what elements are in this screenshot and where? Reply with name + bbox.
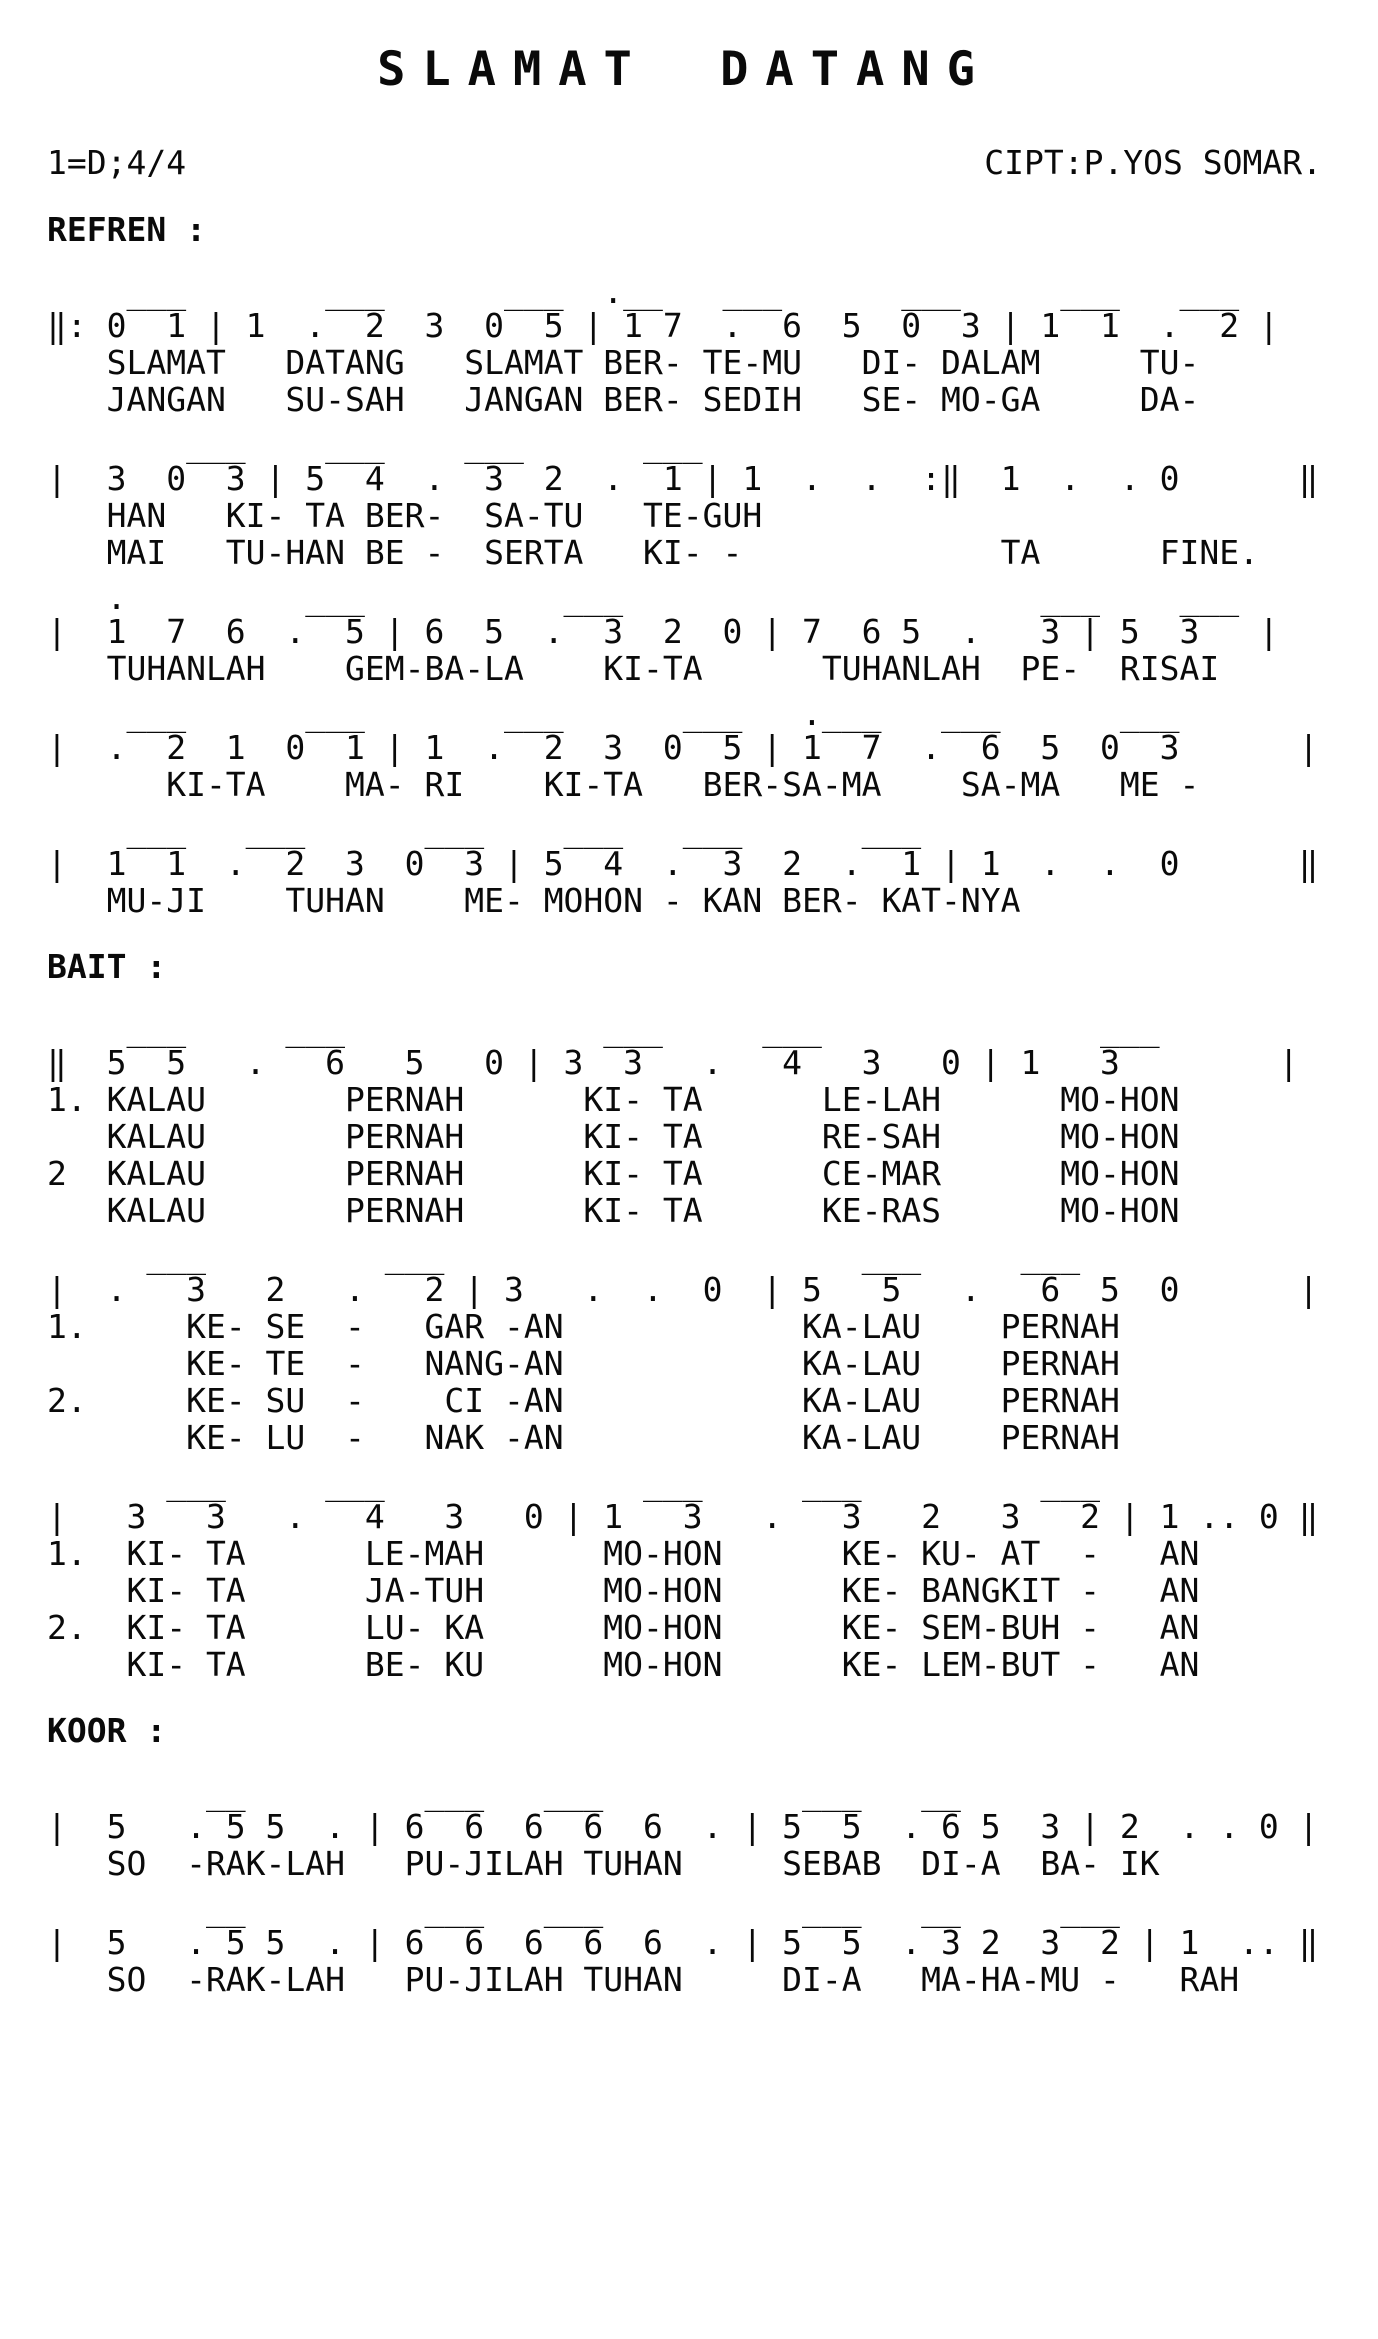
- notes-row: | 1 7 6 . 5 | 6 5 . 3 2 0 | 7 6 5 . 3 | 5 3 |: [47, 612, 1279, 651]
- notes-row: | 3 0 3 | 5 4 . 3 2 . 1 | 1 . . :‖ 1 . . 0 ‖: [47, 459, 1319, 498]
- overline-row: ___ ___ ___ ___: [47, 425, 703, 464]
- sheet-body: [47, 210, 1322, 1998]
- notation-system-refren-1: [47, 272, 1322, 419]
- notation-system-refren-3: [47, 578, 1322, 688]
- lyrics-row: SO -RAK-LAH PU-JILAH TUHAN SEBAB DI-A BA- IK: [47, 1844, 1160, 1883]
- lyrics-row: TUHANLAH GEM-BA-LA KI-TA TUHANLAH PE- RISAI: [47, 649, 1220, 688]
- lyrics-row: MU-JI TUHAN ME- MOHON - KAN BER- KAT-NYA: [47, 881, 1021, 920]
- lyrics-row: KI- TA JA-TUH MO-HON KE- BANGKIT - AN: [47, 1571, 1200, 1610]
- overline-row: ___ ___ ___ ___ .___ ___ ___: [47, 694, 1180, 733]
- meta-row: [47, 143, 1322, 182]
- section-heading-bait: BAIT :: [47, 947, 167, 986]
- overline-row: ___ ___ ___ ___: [47, 1236, 1081, 1275]
- lyrics-row: KI-TA MA- RI KI-TA BER-SA-MA SA-MA ME -: [47, 765, 1200, 804]
- overline-row: ___ ___ ___ ___ ___: [47, 1009, 1160, 1048]
- notation-system-refren-4: [47, 694, 1322, 804]
- overline-row: __ ___ ___ ___ __ ___: [47, 1889, 1120, 1928]
- notes-row: ‖: 0 1 | 1 . 2 3 0 5 | 1 7 . 6 5 0 3 | 1 1 . 2 |: [47, 306, 1279, 345]
- notes-row: | 1 1 . 2 3 0 3 | 5 4 . 3 2 . 1 | 1 . . 0 ‖: [47, 844, 1319, 883]
- notes-row: | 5 . 5 5 . | 6 6 6 6 6 . | 5 5 . 6 5 3 | 2 . . 0 |: [47, 1807, 1319, 1846]
- lyrics-row: SO -RAK-LAH PU-JILAH TUHAN DI-A MA-HA-MU - RAH: [47, 1960, 1240, 1999]
- song-title: SLAMAT DATANG: [377, 42, 992, 97]
- lyrics-row: JANGAN SU-SAH JANGAN BER- SEDIH SE- MO-GA DA-: [47, 380, 1200, 419]
- key-signature: 1=D;4/4: [47, 143, 187, 182]
- overline-row: ___ ___ ___ ___ ___ ___: [47, 810, 922, 849]
- section-heading-koor: KOOR :: [47, 1711, 167, 1750]
- overline-row: ___ ___ ___ ___ ___: [47, 1463, 1100, 1502]
- lyrics-row: MAI TU-HAN BE - SERTA KI- - TA FINE.: [47, 533, 1259, 572]
- lyrics-row: KE- TE - NANG-AN KA-LAU PERNAH: [47, 1344, 1120, 1383]
- lyrics-row: KALAU PERNAH KI- TA KE-RAS MO-HON: [47, 1191, 1180, 1230]
- notation-system-bait-3: [47, 1463, 1322, 1684]
- notes-row: | 5 . 5 5 . | 6 6 6 6 6 . | 5 5 . 3 2 3 2 | 1 .. ‖: [47, 1923, 1319, 1962]
- notation-system-refren-5: [47, 810, 1322, 920]
- notation-system-refren-2: [47, 425, 1322, 572]
- lyrics-row: 2. KI- TA LU- KA MO-HON KE- SEM-BUH - AN: [47, 1608, 1200, 1647]
- notation-system-bait-1: [47, 1009, 1322, 1230]
- notes-row: | . 2 1 0 1 | 1 . 2 3 0 5 | 1 7 . 6 5 0 3 |: [47, 728, 1319, 767]
- overline-row: ___ ___ ___ .__ ___ ___ ___ ___: [47, 272, 1240, 311]
- overline-row: __ ___ ___ ___ __: [47, 1773, 961, 1812]
- lyrics-row: 1. KE- SE - GAR -AN KA-LAU PERNAH: [47, 1307, 1120, 1346]
- notation-system-koor-2: [47, 1889, 1322, 1999]
- lyrics-row: 2. KE- SU - CI -AN KA-LAU PERNAH: [47, 1381, 1120, 1420]
- section-heading-refren: REFREN :: [47, 210, 206, 249]
- lyrics-row: KE- LU - NAK -AN KA-LAU PERNAH: [47, 1418, 1120, 1457]
- lyrics-row: SLAMAT DATANG SLAMAT BER- TE-MU DI- DALAM TU-: [47, 343, 1200, 382]
- notation-system-bait-2: [47, 1236, 1322, 1457]
- lyrics-row: HAN KI- TA BER- SA-TU TE-GUH: [47, 496, 763, 535]
- lyrics-row: KALAU PERNAH KI- TA RE-SAH MO-HON: [47, 1117, 1180, 1156]
- notes-row: ‖ 5 5 . 6 5 0 | 3 3 . 4 3 0 | 1 3 |: [47, 1043, 1299, 1082]
- notes-row: | . 3 2 . 2 | 3 . . 0 | 5 5 . 6 5 0 |: [47, 1270, 1319, 1309]
- lyrics-row: 1. KI- TA LE-MAH MO-HON KE- KU- AT - AN: [47, 1534, 1200, 1573]
- notation-system-koor-1: [47, 1773, 1322, 1883]
- lyrics-row: KI- TA BE- KU MO-HON KE- LEM-BUT - AN: [47, 1645, 1200, 1684]
- notes-row: | 3 3 . 4 3 0 | 1 3 . 3 2 3 2 | 1 .. 0 ‖: [47, 1497, 1319, 1536]
- composer-credit: CIPT:P.YOS SOMAR.: [984, 143, 1322, 182]
- overline-row: . ___ ___ ___ ___: [47, 578, 1240, 617]
- lyrics-row: 1. KALAU PERNAH KI- TA LE-LAH MO-HON: [47, 1080, 1180, 1119]
- lyrics-row: 2 KALAU PERNAH KI- TA CE-MAR MO-HON: [47, 1154, 1180, 1193]
